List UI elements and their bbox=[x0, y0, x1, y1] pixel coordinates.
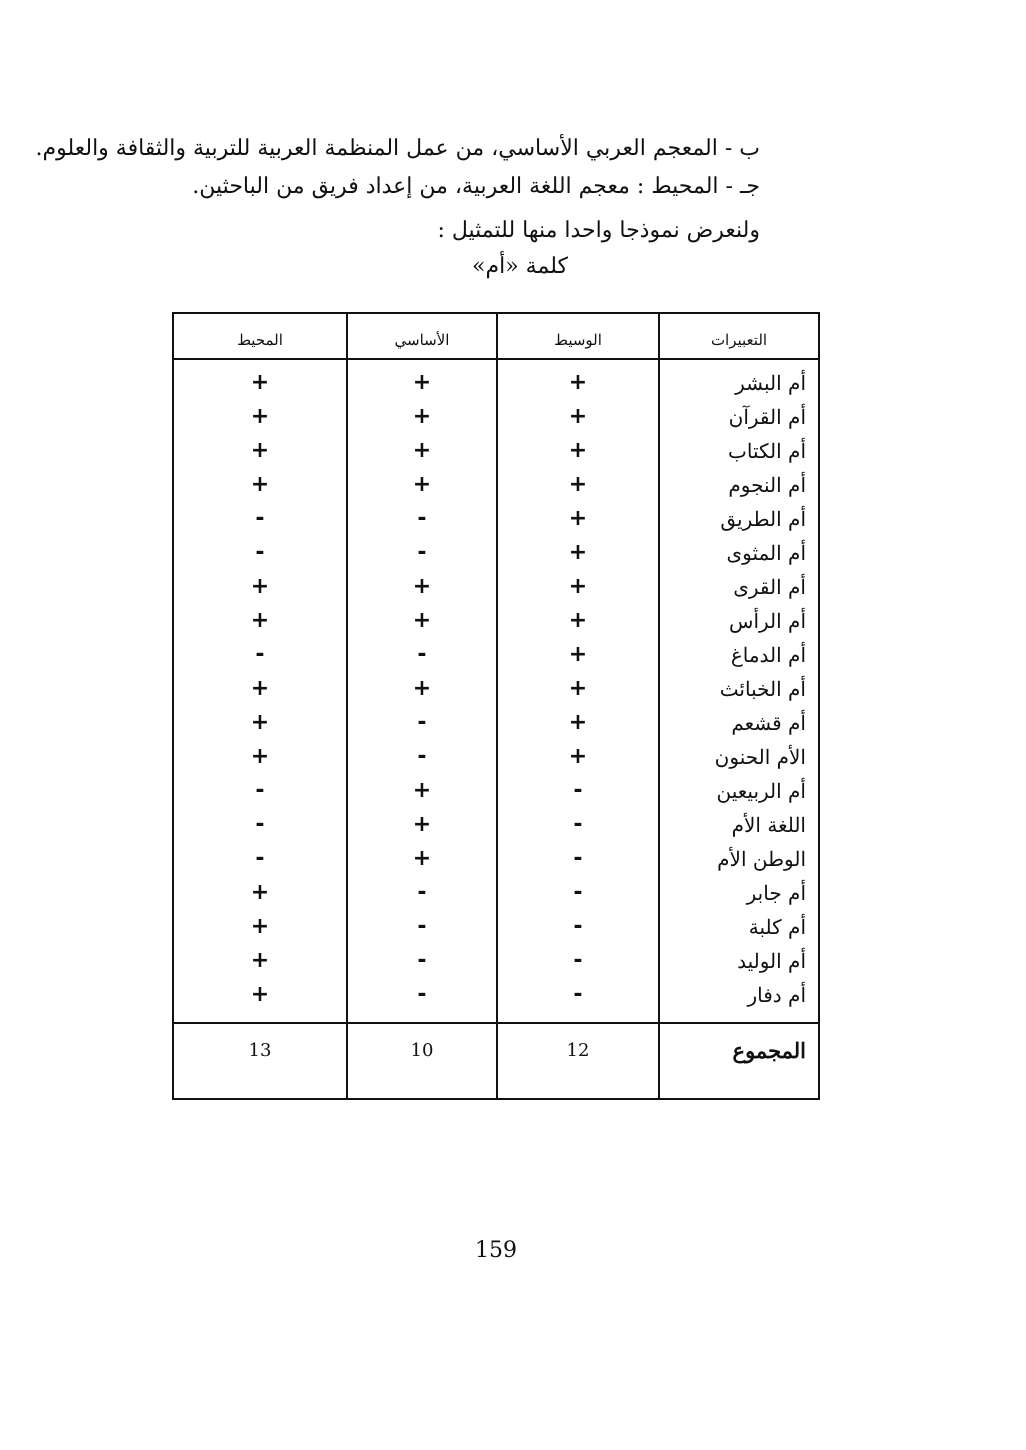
table-cell-muhit: - bbox=[255, 540, 265, 565]
table-caption: كلمة «أم» bbox=[472, 254, 568, 279]
table-cell-wasit: + bbox=[568, 404, 588, 429]
table-cell-asasi: - bbox=[417, 710, 427, 735]
table-cell-muhit: + bbox=[250, 744, 270, 769]
total-muhit: 13 bbox=[248, 1040, 272, 1061]
table-cell-wasit: + bbox=[568, 370, 588, 395]
table-cell-wasit: + bbox=[568, 540, 588, 565]
table-cell-muhit: + bbox=[250, 676, 270, 701]
header-divider bbox=[174, 358, 818, 360]
table-cell-muhit: + bbox=[250, 574, 270, 599]
table-cell-asasi: + bbox=[412, 472, 432, 497]
table-cell-asasi: + bbox=[412, 676, 432, 701]
table-row-expression: الأم الحنون bbox=[714, 745, 806, 769]
table-cell-muhit: - bbox=[255, 812, 265, 837]
table-row-expression: أم الربيعين bbox=[716, 779, 806, 803]
table-cell-muhit: - bbox=[255, 506, 265, 531]
table-cell-muhit: - bbox=[255, 846, 265, 871]
totals-label: المجموع bbox=[732, 1038, 806, 1063]
table-cell-asasi: + bbox=[412, 438, 432, 463]
table-cell-wasit: + bbox=[568, 506, 588, 531]
table-cell-asasi: - bbox=[417, 982, 427, 1007]
table-cell-asasi: - bbox=[417, 948, 427, 973]
table-cell-wasit: - bbox=[573, 778, 583, 803]
intro-line-sample: ولنعرض نموذجا واحدا منها للتمثيل : bbox=[437, 218, 760, 243]
table-row-expression: أم جابر bbox=[746, 881, 806, 905]
table-cell-muhit: + bbox=[250, 370, 270, 395]
intro-line-b: ب - المعجم العربي الأساسي، من عمل المنظمة العربية للتربية والثقافة والعلوم. bbox=[35, 136, 760, 161]
table-row-expression: أم الطريق bbox=[720, 507, 806, 531]
table-row-expression: أم الخبائث bbox=[719, 677, 806, 701]
table-row-expression: الوطن الأم bbox=[717, 847, 806, 871]
table-cell-wasit: + bbox=[568, 438, 588, 463]
intro-line-j: جـ - المحيط : معجم اللغة العربية، من إعداد فريق من الباحثين. bbox=[192, 174, 760, 199]
table-cell-asasi: + bbox=[412, 574, 432, 599]
table-cell-wasit: + bbox=[568, 676, 588, 701]
table-cell-wasit: + bbox=[568, 608, 588, 633]
table-cell-wasit: - bbox=[573, 948, 583, 973]
table-cell-muhit: - bbox=[255, 642, 265, 667]
table-cell-muhit: + bbox=[250, 404, 270, 429]
table-cell-asasi: + bbox=[412, 404, 432, 429]
table-cell-muhit: + bbox=[250, 948, 270, 973]
table-cell-muhit: + bbox=[250, 982, 270, 1007]
table-cell-wasit: + bbox=[568, 642, 588, 667]
table-row-expression: أم كلبة bbox=[748, 915, 806, 939]
table-cell-asasi: + bbox=[412, 812, 432, 837]
table-row-expression: أم الرأس bbox=[729, 609, 806, 633]
table-cell-asasi: - bbox=[417, 914, 427, 939]
column-divider bbox=[658, 314, 660, 1098]
table-cell-wasit: - bbox=[573, 812, 583, 837]
table-cell-muhit: + bbox=[250, 438, 270, 463]
table-cell-wasit: + bbox=[568, 710, 588, 735]
table-cell-wasit: - bbox=[573, 880, 583, 905]
header-muhit: المحيط bbox=[237, 331, 283, 349]
table-cell-asasi: - bbox=[417, 540, 427, 565]
table-row-expression: أم دفار bbox=[747, 983, 806, 1007]
table-cell-muhit: + bbox=[250, 710, 270, 735]
table-row-expression: أم الدماغ bbox=[730, 643, 806, 667]
table-cell-asasi: + bbox=[412, 608, 432, 633]
table-cell-wasit: + bbox=[568, 744, 588, 769]
table-row-expression: اللغة الأم bbox=[731, 813, 806, 837]
page-number: 159 bbox=[475, 1238, 517, 1263]
table-cell-muhit: + bbox=[250, 880, 270, 905]
table-row-expression: أم الوليد bbox=[737, 949, 806, 973]
table-cell-muhit: + bbox=[250, 472, 270, 497]
table-row-expression: أم القرى bbox=[733, 575, 806, 599]
header-wasit: الوسيط bbox=[554, 331, 602, 349]
totals-divider bbox=[174, 1022, 818, 1024]
header-asasi: الأساسي bbox=[394, 331, 450, 349]
total-asasi: 10 bbox=[410, 1040, 434, 1061]
table-row-expression: أم المثوى bbox=[726, 541, 806, 565]
table-cell-muhit: - bbox=[255, 778, 265, 803]
table-cell-asasi: + bbox=[412, 370, 432, 395]
table-row-expression: أم النجوم bbox=[728, 473, 806, 497]
table-cell-asasi: + bbox=[412, 778, 432, 803]
table-row-expression: أم قشعم bbox=[731, 711, 806, 735]
table-row-expression: أم البشر bbox=[735, 371, 806, 395]
table-cell-wasit: + bbox=[568, 574, 588, 599]
table-row-expression: أم الكتاب bbox=[728, 439, 806, 463]
table-cell-asasi: - bbox=[417, 880, 427, 905]
table-cell-asasi: + bbox=[412, 846, 432, 871]
table-cell-asasi: - bbox=[417, 506, 427, 531]
table-cell-asasi: - bbox=[417, 642, 427, 667]
table-cell-wasit: - bbox=[573, 982, 583, 1007]
table-cell-wasit: - bbox=[573, 846, 583, 871]
table-cell-wasit: + bbox=[568, 472, 588, 497]
table-row-expression: أم القرآن bbox=[728, 405, 806, 429]
table-cell-wasit: - bbox=[573, 914, 583, 939]
table-cell-muhit: + bbox=[250, 914, 270, 939]
total-wasit: 12 bbox=[566, 1040, 590, 1061]
table-cell-asasi: - bbox=[417, 744, 427, 769]
header-expressions: التعبيرات bbox=[710, 331, 768, 349]
comparison-table bbox=[172, 312, 820, 1100]
table-cell-muhit: + bbox=[250, 608, 270, 633]
